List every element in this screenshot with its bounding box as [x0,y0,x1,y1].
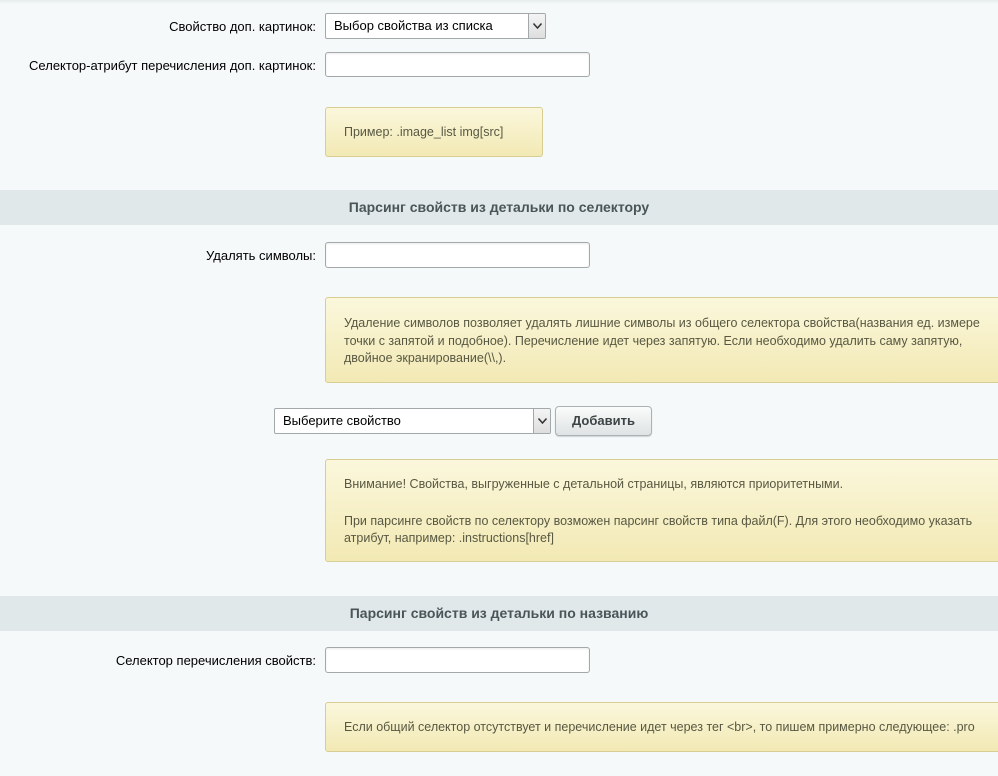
remove-chars-note [325,297,998,383]
add-property-button[interactable]: Добавить [555,406,652,436]
extra-image-property-select-value: Выбор свойства из списка [334,18,493,33]
extra-image-selector-input[interactable] [325,52,590,77]
remove-chars-label: Удалять символы: [206,248,316,263]
remove-chars-note-line: точки с запятой и подобное). Перечисление идет через запятую. Если необходимо удалить саму запятую, [344,333,963,348]
list-selector-note-text: Если общий селектор отсутствует и перечисление идет через тег <br>, то пишем примерно следующее: .pro [344,720,975,734]
warning-note-line: атрибут, например: .instructions[href] [344,531,554,545]
warning-note-line: Внимание! Свойства, выгруженные с детальной страницы, являются приоритетными. [344,477,844,491]
warning-note-spacer [344,494,989,513]
chevron-down-icon [533,409,550,433]
property-select[interactable] [274,408,551,434]
chevron-down-icon [528,14,545,38]
list-selector-label: Селектор перечисления свойств: [115,653,316,668]
example-note-text: Пример: .image_list img[src] [344,125,504,139]
warning-note-line: При парсинге свойств по селектору возможен парсинг свойств типа файл(F). Для этого необходимо указать [344,513,973,528]
list-selector-input[interactable] [325,647,590,673]
section-header-by-selector: Парсинг свойств из детальки по селектору [0,190,998,225]
property-select-value: Выберите свойство [283,413,401,428]
warning-note [325,459,998,562]
example-note [325,107,543,157]
top-shadow [0,0,998,4]
remove-chars-note-line: двойное экранирование(\\,). [344,351,507,365]
extra-image-property-label: Свойство доп. картинок: [169,19,316,34]
section-header-by-name: Парсинг свойств из детальки по названию [0,596,998,631]
remove-chars-input[interactable] [325,242,590,268]
remove-chars-note-line: Удаление символов позволяет удалять лишние символы из общего селектора свойства(названия ед. измере [344,316,980,330]
extra-image-property-select[interactable] [325,13,546,39]
list-selector-note [325,702,998,752]
extra-image-selector-label: Селектор-атрибут перечисления доп. картинок: [29,58,316,73]
